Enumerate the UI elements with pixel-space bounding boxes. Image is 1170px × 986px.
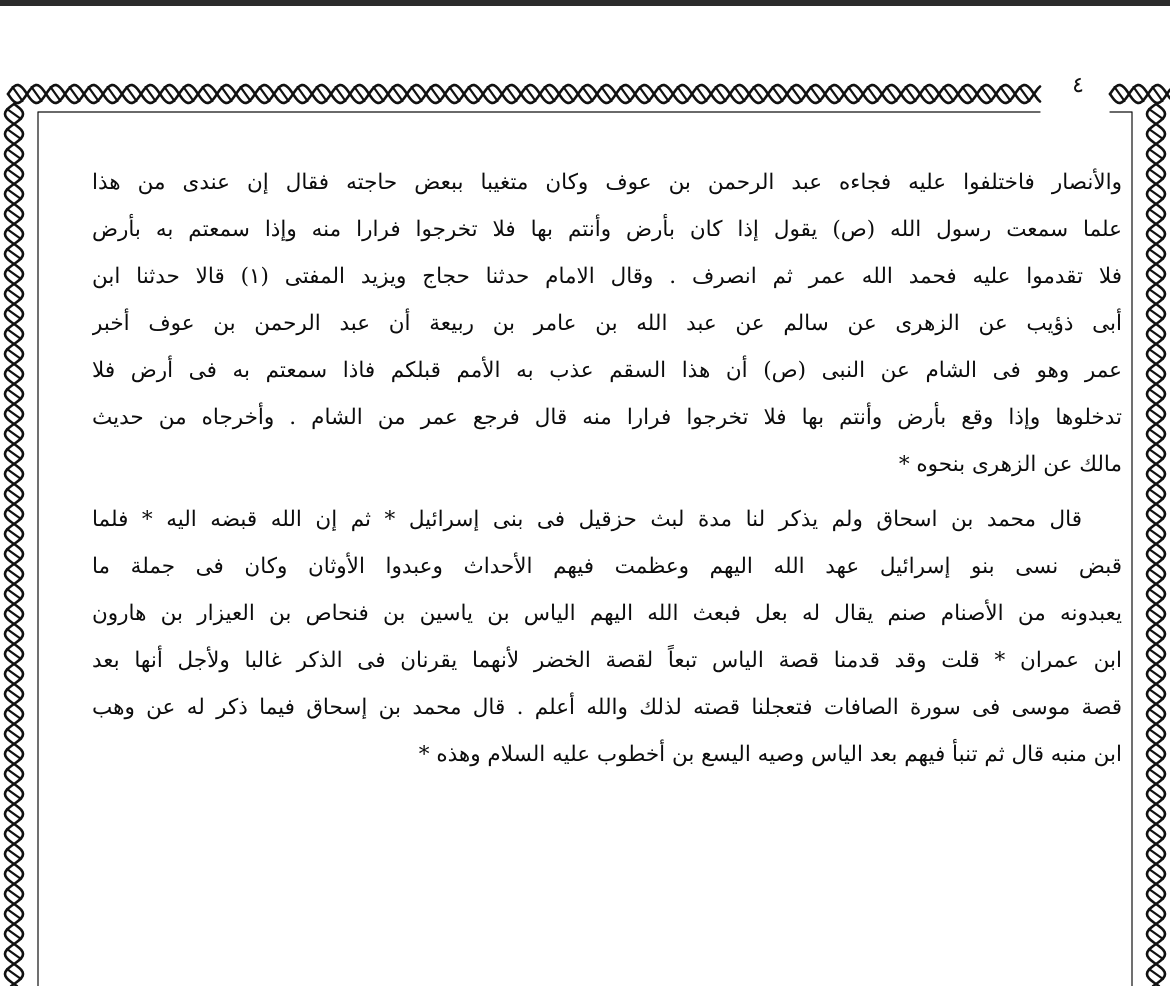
text-line: قبض نسى بنو إسرائيل عهد الله اليهم وعظمت فيهم الأحداث وعبدوا الأوثان وكان فى جملة ما xyxy=(92,554,1122,579)
body-text xyxy=(92,160,1122,960)
text-line: قصة موسى فى سورة الصافات فتعجلنا قصته لذلك والله أعلم . قال محمد بن إسحاق فيما ذكر له عن وهب xyxy=(92,695,1122,720)
text-line: يعبدونه من الأصنام صنم يقال له بعل فبعث الله اليهم الياس بن ياسين بن فنحاص بن العيزار بن هارون xyxy=(92,601,1122,626)
text-line: ابن عمران * قلت وقد قدمنا قصة الياس تبعاً لقصة الخضر لأنهما يقرنان فى الذكر غالبا ولأجل أنها بعد xyxy=(92,648,1122,673)
text-line: أبى ذؤيب عن الزهرى عن سالم عن عبد الله بن عامر بن ربيعة أن عبد الرحمن بن عوف أخبر xyxy=(92,311,1122,336)
text-line: تدخلوها وإذا وقع بأرض وأنتم بها فلا تخرجوا فرارا منه قال فرجع عمر من الشام . وأخرجاه من حديث xyxy=(92,405,1122,430)
text-line: والأنصار فاختلفوا عليه فجاءه عبد الرحمن بن عوف وكان متغيبا ببعض حاجته فقال إن عندى من هذا xyxy=(92,170,1122,195)
text-line: قال محمد بن اسحاق ولم يذكر لنا مدة لبث حزقيل فى بنى إسرائيل * ثم إن الله قبضه اليه * فلما xyxy=(92,507,1082,532)
text-line: عمر وهو فى الشام عن النبى (ص) أن هذا السقم عذب به الأمم قبلكم فاذا سمعتم به فى أرض فلا xyxy=(92,358,1122,383)
text-line: علما سمعت رسول الله (ص) يقول إذا كان بأرض وأنتم بها فلا تخرجوا فرارا منه وإذا سمعتم به بأرض xyxy=(92,217,1122,242)
text-line: مالك عن الزهرى بنحوه * xyxy=(898,452,1122,477)
text-line: ابن منبه قال ثم تنبأ فيهم بعد الياس وصيه اليسع بن أخطوب عليه السلام وهذه * xyxy=(418,742,1122,767)
text-line: فلا تقدموا عليه فحمد الله عمر ثم انصرف . وقال الامام حدثنا حجاج ويزيد المفتى (١) قالا حدثنا ابن xyxy=(92,264,1122,289)
page-number: ٤ xyxy=(1072,73,1084,98)
